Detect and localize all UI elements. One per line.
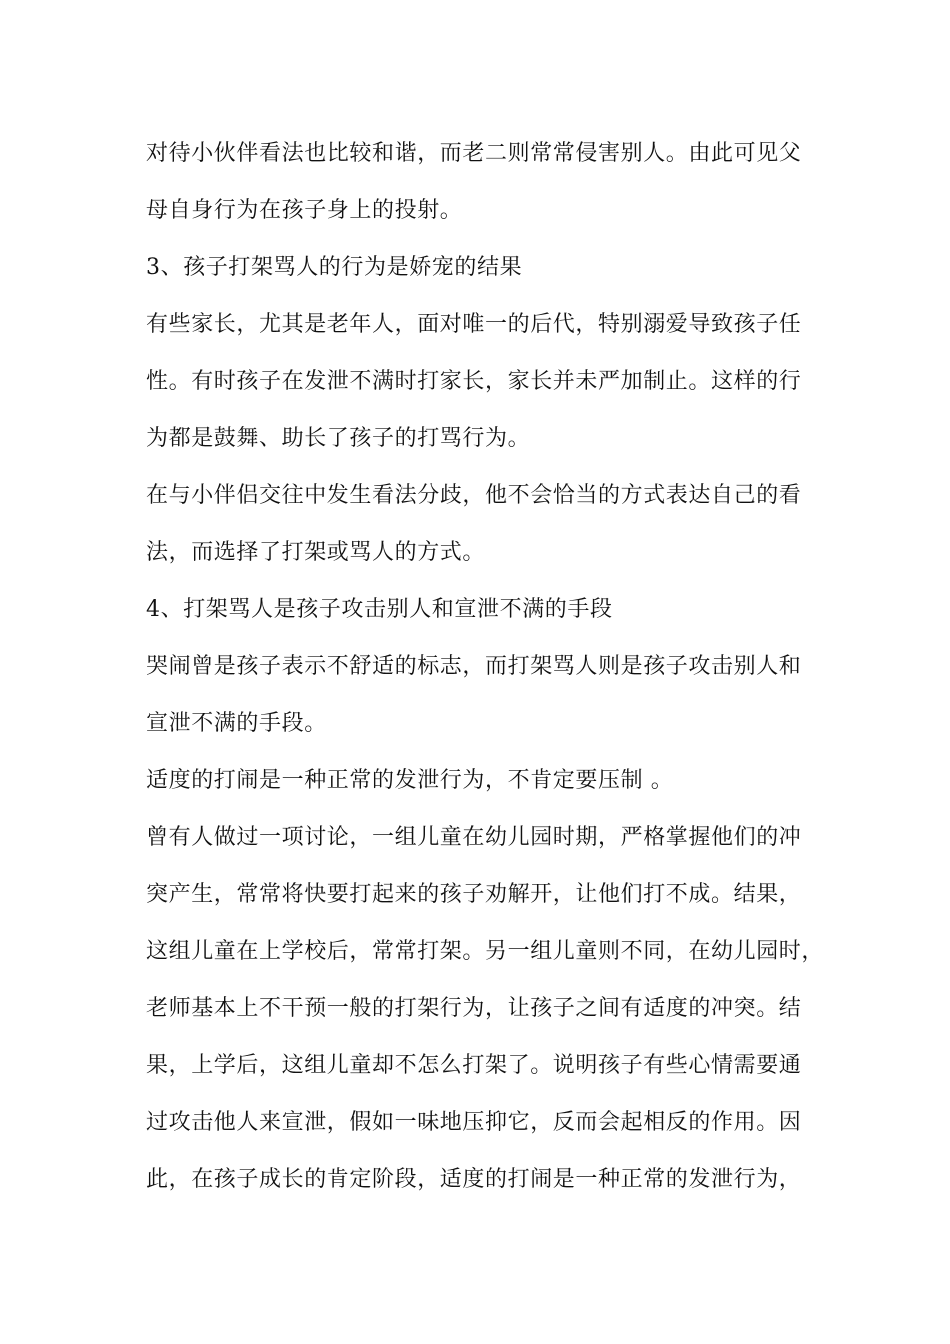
text-line: 性。有时孩子在发泄不满时打家长，家长并未严加制止。这样的行: [146, 369, 802, 394]
text-line: 老师基本上不干预一般的打架行为，让孩子之间有适度的冲突。结: [146, 996, 802, 1021]
text-line: 为都是鼓舞、助长了孩子的打骂行为。: [146, 426, 531, 451]
section-heading: 3、孩子打架骂人的行为是娇宠的结果: [146, 255, 523, 280]
text-line: 突产生，常常将快要打起来的孩子劝解开，让他们打不成。结果，: [146, 882, 802, 907]
text-line: 法，而选择了打架或骂人的方式。: [146, 540, 486, 565]
text-line: 这组儿童在上学校后，常常打架。另一组儿童则不同，在幼儿园时，: [146, 939, 825, 964]
text-line: 宣泄不满的手段。: [146, 711, 327, 736]
text-line: 此，在孩子成长的肯定阶段，适度的打闹是一种正常的发泄行为，: [146, 1167, 802, 1192]
section-heading: 4、打架骂人是孩子攻击别人和宣泄不满的手段: [146, 597, 613, 622]
text-line: 果，上学后，这组儿童却不怎么打架了。说明孩子有些心情需要通: [146, 1053, 802, 1078]
text-line: 哭闹曾是孩子表示不舒适的标志，而打架骂人则是孩子攻击别人和: [146, 654, 802, 679]
text-line: 曾有人做过一项讨论，一组儿童在幼儿园时期，严格掌握他们的冲: [146, 825, 802, 850]
text-line: 过攻击他人来宣泄，假如一味地压抑它，反而会起相反的作用。因: [146, 1110, 802, 1135]
text-line: 母自身行为在孩子身上的投射。: [146, 198, 463, 223]
text-line: 适度的打闹是一种正常的发泄行为，不肯定要压制 。: [146, 768, 674, 793]
text-line: 有些家长，尤其是老年人，面对唯一的后代，特别溺爱导致孩子任: [146, 312, 802, 337]
text-line: 在与小伴侣交往中发生看法分歧，他不会恰当的方式表达自己的看: [146, 483, 802, 508]
text-line: 对待小伙伴看法也比较和谐，而老二则常常侵害别人。由此可见父: [146, 141, 802, 166]
